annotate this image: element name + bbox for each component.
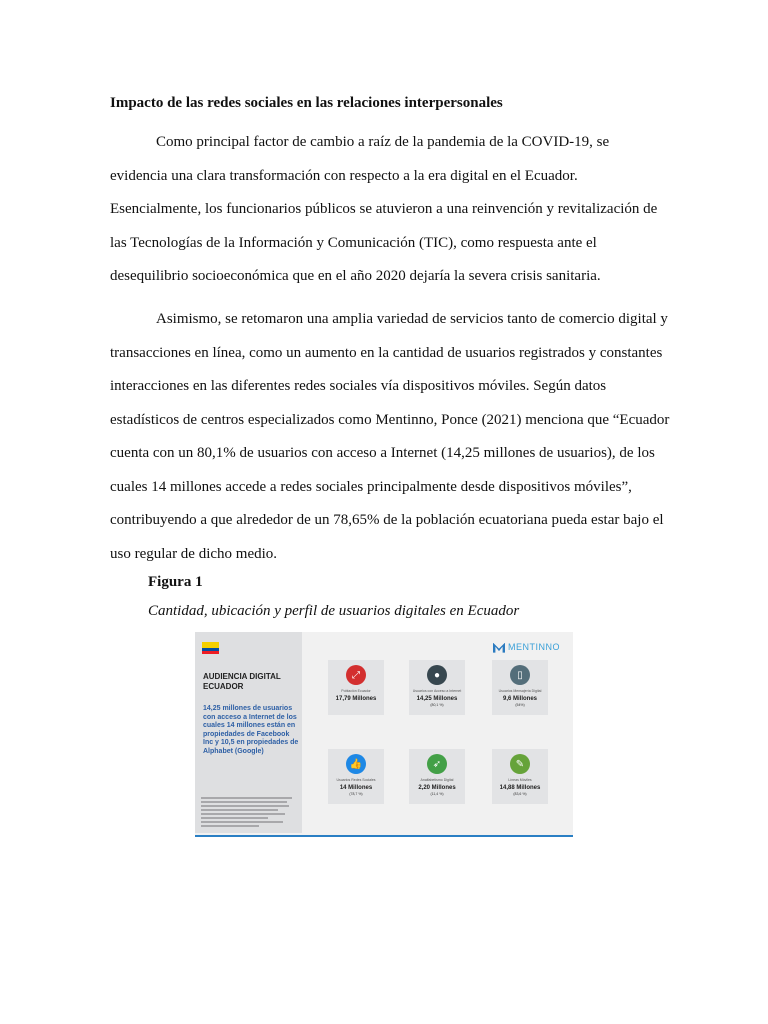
card-percent: (54%): [515, 703, 525, 707]
card-value: 9,6 Millones: [502, 696, 537, 702]
card-percent: (11,4 %): [430, 792, 444, 796]
ecuador-flag-icon: [202, 642, 219, 654]
paragraph-2: [110, 303, 670, 571]
audience-text: 14,25 millones de usuarios con acceso a Internet de los cuales 14 millones están en propiedades de Facebook Inc y 10,5 en propiedades de Alphabet (Google): [203, 705, 299, 755]
paragraph-1-text: Como principal factor de cambio a raíz de la pandemia de la COVID-19, se evidencia una clara transformación con respecto a la era digital en el Ecuador. Esencialmente, los funcionarios públicos se atuvieron a una reinvención y revitalización de las Tecnologías de la Información y Comunicación (TIC), como respuesta ante el desequilibrio socioeconómica que en el año 2020 dejaría la severa crisis sanitaria.: [110, 134, 658, 284]
stat-card: [492, 749, 548, 804]
phone-icon: ▯: [510, 665, 530, 685]
stat-card: [492, 660, 548, 715]
card-label: Analfabetismo Digital: [420, 778, 454, 782]
stat-card: [409, 660, 465, 715]
stat-card: [328, 660, 384, 715]
figure-image: [195, 632, 573, 837]
paragraph-2-text: Asimismo, se retomaron una amplia variedad de servicios tanto de comercio digital y transacciones en línea, como un aumento en la cantidad de usuarios registrados y constantes interacciones en las diferentes redes sociales vía dispositivos móviles. Según datos estadísticos de centros especializados como Mentinno, Ponce (2021) menciona que “Ecuador cuenta con un 80,1% de usuarios con acceso a Internet (14,25 millones de usuarios), de los cuales 14 millones accede a redes sociales principalmente desde dispositivos móviles”, contribuyendo a que alrededor de un 78,65% de la población ecuatoriana pueda estar bajo el uso regular de dicho medio.: [110, 311, 670, 562]
card-value: 17,79 Millones: [335, 696, 377, 702]
rocket-icon: ➶: [427, 754, 447, 774]
logo-text: MENTINNO: [508, 642, 560, 652]
mentinno-logo: [493, 642, 560, 653]
fine-print: [201, 797, 297, 829]
drop-icon: ●: [427, 665, 447, 685]
carrot-icon: ✎: [510, 754, 530, 774]
card-percent: (80,1 %): [430, 703, 444, 707]
mentinno-m-icon: [493, 643, 505, 653]
card-label: Población Ecuador: [341, 689, 371, 693]
card-label: Líneas Móviles: [508, 778, 532, 782]
card-value: 14 Millones: [339, 785, 373, 791]
arrows-icon: ⤢: [346, 665, 366, 685]
thumbs-up-icon: 👍: [346, 754, 366, 774]
stat-card: [409, 749, 465, 804]
card-percent: (83,6 %): [513, 792, 527, 796]
card-label: Usuarios Redes Sociales: [336, 778, 376, 782]
card-label: Usuarios con Acceso a Internet: [412, 689, 462, 693]
card-value: 14,25 Millones: [416, 696, 458, 702]
card-label: Usuarios Mensajería Digital: [498, 689, 542, 693]
section-heading: Impacto de las redes sociales en las relaciones interpersonales: [110, 95, 503, 111]
card-value: 14,88 Millones: [499, 785, 541, 791]
audience-title: AUDIENCIA DIGITAL ECUADOR: [203, 672, 281, 691]
figure-label: Figura 1: [148, 574, 203, 590]
figure-caption: Cantidad, ubicación y perfil de usuarios digitales en Ecuador: [148, 603, 520, 619]
paragraph-1: [110, 126, 670, 294]
card-percent: (78,7 %): [349, 792, 363, 796]
audience-panel: [195, 632, 302, 833]
stat-card: [328, 749, 384, 804]
card-value: 2,20 Millones: [418, 785, 456, 791]
